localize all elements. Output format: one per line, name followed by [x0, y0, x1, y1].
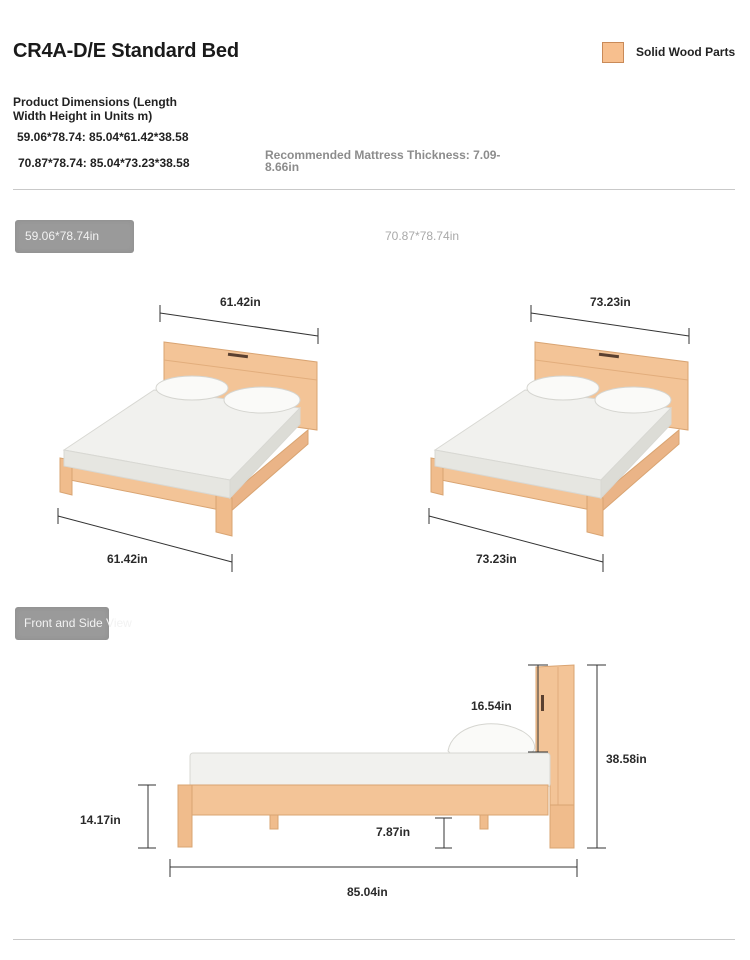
mattress-thickness-note: Recommended Mattress Thickness: 7.09-8.66in	[265, 148, 501, 174]
total-height-dimension: 38.58in	[606, 752, 647, 766]
legend-label: Solid Wood Parts	[636, 45, 736, 59]
frame-height-dimension: 14.17in	[80, 813, 121, 827]
legend-swatch	[602, 42, 624, 63]
tab-front-side-view[interactable]: Front and Side View	[15, 607, 109, 640]
headboard-top-dimension: 16.54in	[471, 699, 512, 713]
small-bed-foot-width: 61.42in	[107, 552, 148, 566]
divider-top	[13, 189, 735, 190]
dimensions-heading: Product Dimensions (Length Width Height in Units m)	[13, 95, 178, 123]
large-bed-foot-width: 73.23in	[476, 552, 517, 566]
page-title: CR4A-D/E Standard Bed	[13, 40, 239, 62]
dimension-row-large: 70.87*78.74: 85.04*73.23*38.58	[18, 156, 190, 170]
tab-size-large[interactable]: 70.87*78.74in	[385, 229, 460, 243]
small-bed-head-width: 61.42in	[220, 295, 261, 309]
clearance-dimension: 7.87in	[376, 825, 411, 839]
tab-size-small[interactable]: 59.06*78.74in	[15, 220, 134, 253]
small-bed-illustration	[50, 290, 330, 580]
large-bed-illustration	[421, 290, 701, 580]
large-bed-head-width: 73.23in	[590, 295, 631, 309]
dimension-row-small: 59.06*78.74: 85.04*61.42*38.58	[17, 130, 189, 144]
length-dimension: 85.04in	[347, 885, 388, 899]
divider-bottom	[13, 939, 735, 940]
side-view-illustration	[60, 655, 660, 905]
